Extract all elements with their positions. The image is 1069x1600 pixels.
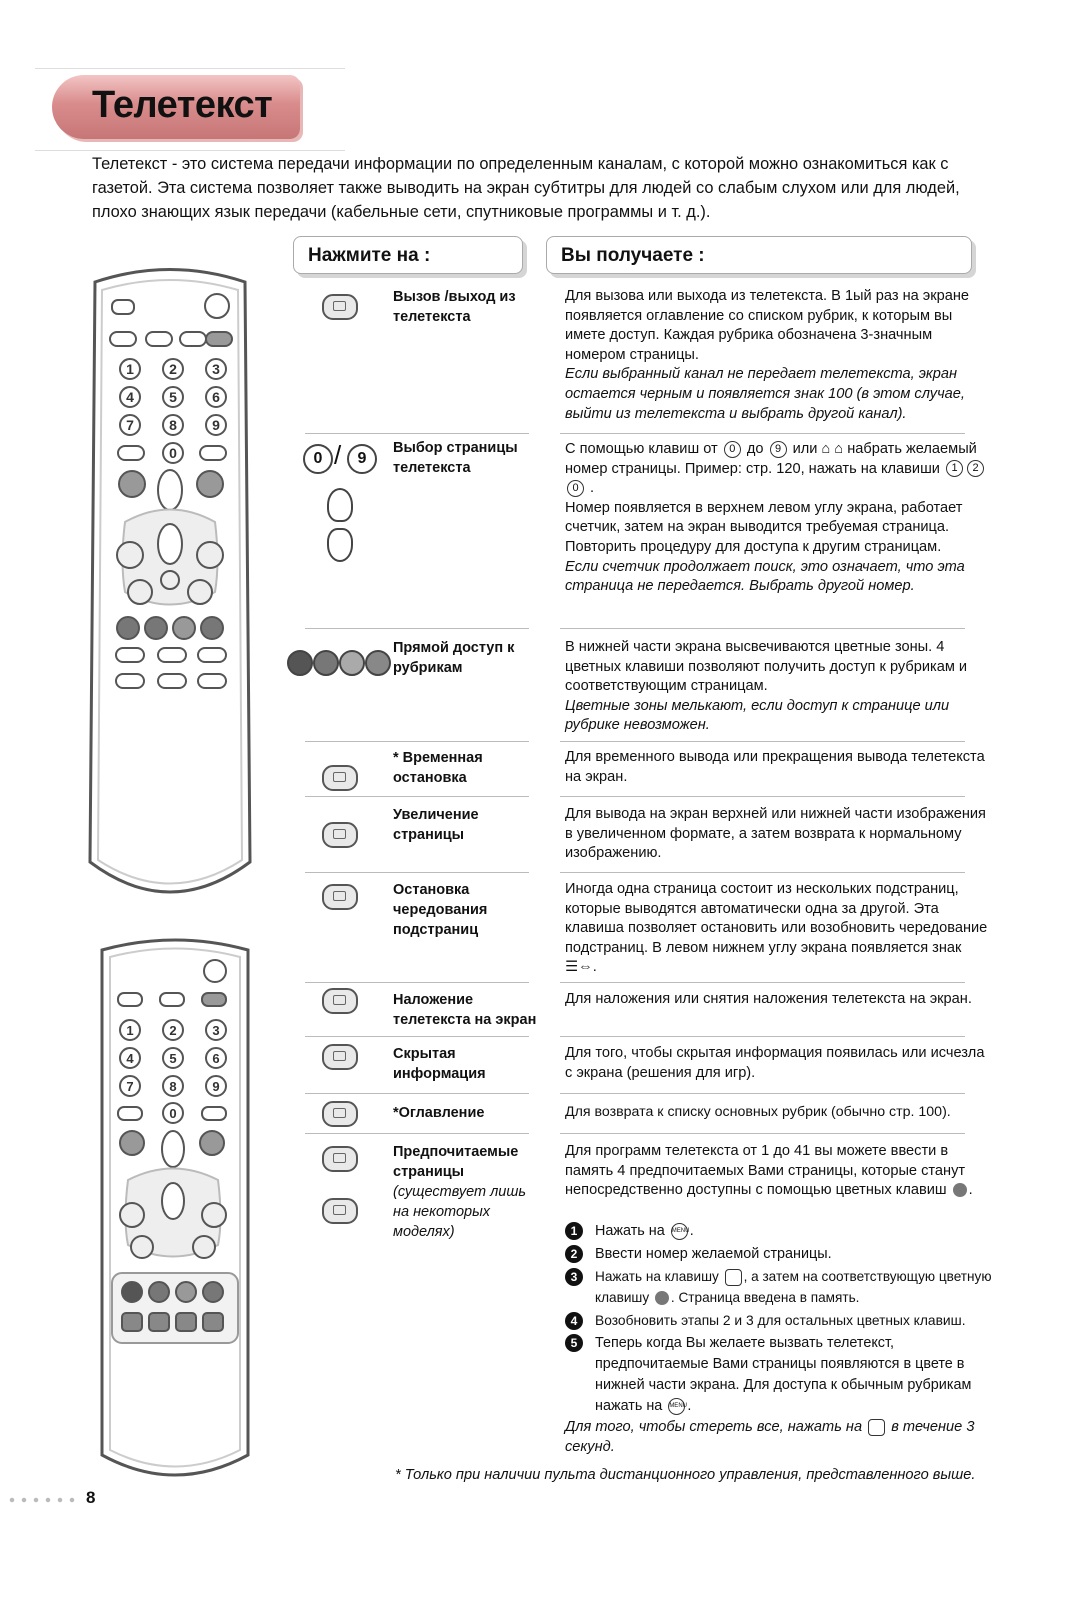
row-separator [560,1133,965,1134]
row-direct-access-desc [565,638,995,736]
row-separator [305,628,529,629]
press-header-label: Нажмите на : [308,245,431,266]
page-select-text-c: или [792,441,818,457]
row-teletext-desc [565,287,995,424]
row-separator [305,1036,529,1037]
svg-text:6: 6 [212,389,220,405]
slash-glyph: / [334,440,342,470]
favorites-step-5: 5 Теперь когда Вы желаете вызвать телетекст, предпочитаемые Вами страницы появляются в цвете в нижней части экрана. Для доступа к обычным рубрикам нажать на MENU. [565,1333,1005,1417]
row-teletext-key: Вызов /выход из телетекста [393,289,516,325]
yellow-key-icon[interactable] [339,650,365,676]
favorites-key-note: (существует лишь на некоторых моделях) [393,1184,526,1240]
header-rule-bottom [35,150,345,151]
favorites-key-label: Предпочитаемые страницы [393,1144,519,1180]
step-1-text: Нажать на [595,1223,665,1239]
step-4-text: Возобновить этапы 2 и 3 для остальных цветных клавиш. [595,1313,966,1328]
row-separator [305,872,529,873]
page-select-text-a: С помощью клавиш от [565,441,718,457]
svg-text:6: 6 [212,1051,220,1066]
step-number-4: 4 [565,1312,583,1330]
row-subpage-key: Остановка чередования подстраниц [393,882,488,938]
row-separator [305,982,529,983]
page-up-icon[interactable] [327,488,353,522]
row-page-select-desc: С помощью клавиш от 0 до 9 или ⌂ ⌂ набрать желаемый номер страницы. Пример: стр. 120, нажать на клавиши 1 20 . Номер появляется в верхнем левом углу экрана, работает счетчик, затем на экран выводится требуемая страница. Повторить процедуру для доступа к другим страницам. Если счетчик продолжает поиск, это означает, что эта страница не передается. Выбрать другой номер. [565,440,995,597]
step-3-text: Нажать на клавишу [595,1269,719,1284]
row-separator [305,1093,529,1094]
step-2-text: Ввести номер желаемой страницы. [595,1246,832,1262]
row-direct-access-key: Прямой доступ к рубрикам [393,640,515,676]
direct-access-note: Цветные зоны мелькают, если доступ к странице или рубрике невозможен. [565,697,950,734]
row-separator [560,1093,965,1094]
menu-inline-icon: MENU [671,1223,688,1240]
row-separator [305,433,529,434]
color-key-inline-icon [655,1291,669,1305]
row-index-desc: Для возврата к списку основных рубрик (обычно стр. 100). [565,1104,951,1120]
row-hold-desc: Для временного вывода или прекращения вывода телетекста на экран. [565,749,985,785]
row-separator [560,1036,965,1037]
red-key-icon[interactable] [287,650,313,676]
svg-text:5: 5 [169,1051,177,1066]
svg-text:7: 7 [126,1079,134,1094]
svg-text:7: 7 [126,417,134,433]
header-rule-top [35,68,345,69]
intro-paragraph: Телетекст - это система передачи информации по определенным каналам, с которой можно ознакомиться как с газетой. Эта система позволяет также выводить на экран субтитры для людей со слабым слухом или для людей, плохо знающих язык передачи (кабельные сети, спутниковые программы и т. д.). [92,155,960,221]
remote-control-illustration-top [70,262,270,922]
favorites-step-2 [565,1244,1005,1265]
row-page-select-key: Выбор страницы телетекста [393,440,518,476]
up-down-inline-icon: ⌂ ⌂ [821,441,844,457]
row-subpage-desc: Иногда одна страница состоит из нескольких подстраниц, которые выводятся автоматически одна за другой. Эта клавиша позволяет остановить или возобновить чередование подстраниц. В левом нижнем углу экрана появляется знак ☰⇔. [565,881,988,976]
row-mix-key: Наложение телетекста на экран [393,992,537,1028]
svg-text:3: 3 [212,1023,220,1038]
step-number-5: 5 [565,1334,583,1352]
row-index-key: *Оглавление [393,1105,485,1121]
direct-access-text: В нижней части экрана высвечиваются цветные зоны. 4 цветных клавиши позволяют получить доступ к рубрикам и соответствующим страницам. [565,639,968,695]
step-5-text: Теперь когда Вы желаете вызвать телетекст, предпочитаемые Вами страницы появляются в цвете в нижней части экрана. Для доступа к обычным рубрикам нажать на [595,1335,972,1414]
footnote: * Только при наличии пульта дистанционного управления, представленного выше. [395,1467,976,1483]
result-header-label: Вы получаете : [561,245,705,266]
erase-note-a: Для того, чтобы стереть все, нажать на [565,1419,863,1435]
press-column-header [293,236,523,274]
row-separator [560,872,965,873]
store-inline-icon [725,1269,742,1286]
page-down-icon[interactable] [327,528,353,562]
row-separator [560,741,965,742]
mix-button-icon[interactable] [322,988,358,1014]
subpage-text: Иногда одна страница состоит из нескольких подстраниц, которые выводятся автоматически одна за другой. Эта клавиша позволяет остановить или возобновить чередование подстраниц. В левом нижнем углу экрана появляется знак [565,881,988,956]
page-select-text-d: набрать желаемый номер страницы. Пример: стр. 120, нажать на клавиши [565,441,977,477]
svg-text:8: 8 [169,1079,177,1094]
page-select-text-e: Номер появляется в верхнем левом углу экрана, работает счетчик, затем на экран выводится требуемая страница. Повторить процедуру для доступа к другим страницам. [565,499,963,555]
store-inline-icon [868,1419,885,1436]
row-reveal-desc: Для того, чтобы скрытая информация появилась или исчезла с экрана (решения для игр). [565,1045,985,1081]
menu-inline-icon: MENU [668,1398,685,1415]
row-favorites-key [393,1142,543,1242]
row-teletext-desc-text: Для вызова или выхода из телетекста. В 1ый раз на экране появляется оглавление со списком рубрик, к которым вы имете доступ. Каждая рубрика обозначена 3-значным номером страницы. [565,288,970,363]
svg-text:9: 9 [212,417,220,433]
green-key-icon[interactable] [313,650,339,676]
row-favorites-desc: Для программ телетекста от 1 до 41 вы можете ввести в память 4 предпочитаемых Вами страницы, которые станут непосредственно доступны с помощью цветных клавиш . [565,1143,973,1199]
result-column-header [546,236,972,274]
step-number-2: 2 [565,1245,583,1263]
page-select-note: Если счетчик продолжает поиск, это означает, что эта страница не передается. Выбрать другой номер. [565,558,965,595]
row-separator [560,433,965,434]
subpage-stop-sign-icon: ☰⇔ [565,959,593,976]
index-button-icon[interactable] [322,1101,358,1127]
favorites-step-3 [565,1266,1005,1308]
favorites-step-4 [565,1310,1005,1331]
digit-9-icon[interactable]: 9 [347,444,377,474]
row-hold-key: * Временная остановка [393,750,483,786]
row-separator [305,1133,529,1134]
svg-text:4: 4 [126,389,134,405]
subpage-stop-button-icon[interactable] [322,884,358,910]
row-separator [560,628,965,629]
page-select-text-b: до [746,441,764,457]
digit-2-inline-icon: 2 [967,460,984,477]
favorite-store-button-icon[interactable] [322,1198,358,1224]
row-enlarge-desc: Для вывода на экран верхней или нижней части изображения в увеличенном формате, а затем возврата к нормальному изображению. [565,806,986,862]
svg-text:0: 0 [169,445,177,461]
svg-text:8: 8 [169,417,177,433]
step-3-tail: , а затем на соответствующую цветную клавишу [595,1269,992,1305]
enlarge-button-icon[interactable] [322,822,358,848]
digit-9-inline-icon: 9 [770,441,787,458]
svg-text:2: 2 [169,1023,177,1038]
blue-key-icon[interactable] [365,650,391,676]
hold-button-icon[interactable] [322,765,358,791]
svg-text:2: 2 [169,361,177,377]
color-key-inline-icon [953,1183,967,1197]
row-mix-desc: Для наложения или снятия наложения телетекста на экран. [565,991,972,1007]
page-dots-decoration [6,1497,78,1503]
row-reveal-key: Скрытая информация [393,1046,486,1082]
favorites-step-1: 1 Нажать на MENU. [565,1221,1005,1242]
page-number: 8 [86,1488,96,1507]
row-separator [305,741,529,742]
digit-0-inline-icon: 0 [724,441,741,458]
favorites-desc-text: Для программ телетекста от 1 до 41 вы можете ввести в память 4 предпочитаемых Вами страницы, которые станут непосредственно доступны с помощью цветных клавиш [565,1143,966,1199]
row-separator [560,982,965,983]
digit-0-icon[interactable]: 0 [303,444,333,474]
row-teletext-note: Если выбранный канал не передает телетекста, экран остается черным и появляется знак 100 (в этом случае, выйти из телетекста и выбрать другой канал). [565,366,965,422]
digit-1-inline-icon: 1 [946,460,963,477]
row-separator [560,796,965,797]
remote-control-illustration-bottom [90,935,260,1495]
teletext-toggle-button-icon[interactable] [322,294,358,320]
reveal-button-icon[interactable] [322,1044,358,1070]
svg-text:4: 4 [126,1051,134,1066]
step-number-1: 1 [565,1222,583,1240]
svg-text:1: 1 [126,1023,134,1038]
svg-text:0: 0 [169,1106,177,1121]
step-3-end: . Страница введена в память. [670,1290,860,1305]
favorites-erase-note [565,1418,995,1457]
svg-text:5: 5 [169,389,177,405]
svg-text:9: 9 [212,1079,220,1094]
svg-text:1: 1 [126,361,134,377]
page-title: Телетекст [92,84,273,126]
menu-button-icon[interactable] [322,1146,358,1172]
row-enlarge-key: Увеличение страницы [393,807,479,843]
digit-0-inline-icon: 0 [567,480,584,497]
svg-text:3: 3 [212,361,220,377]
erase-note-b: в течение 3 секунд. [565,1419,975,1455]
step-number-3: 3 [565,1268,583,1286]
row-separator [305,796,529,797]
